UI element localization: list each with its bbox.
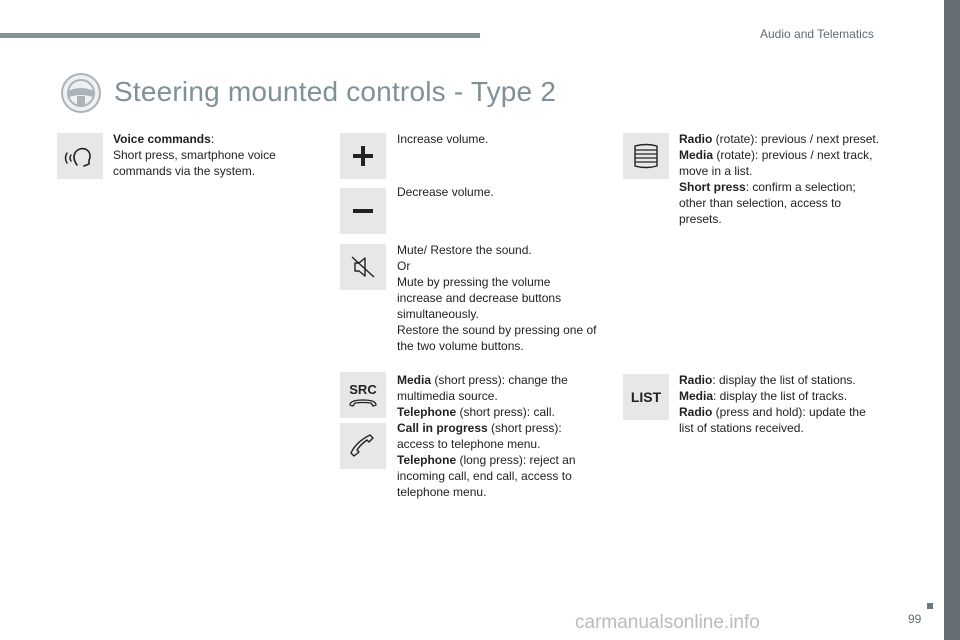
description-line: Mute by pressing the volume — [397, 275, 551, 289]
description-line: Short press, smartphone voice — [113, 148, 276, 162]
voice-command-colon: : — [210, 132, 215, 146]
term: Radio — [679, 405, 713, 419]
mute-description — [397, 242, 612, 354]
voice-command-label: Voice commands — [113, 132, 211, 146]
description-line: Increase volume. — [397, 132, 489, 146]
thumbwheel-description — [679, 131, 894, 227]
term: Radio — [679, 132, 713, 146]
term: Telephone — [397, 405, 457, 419]
description-line: the two volume buttons. — [397, 339, 524, 353]
voice-command-icon — [57, 133, 103, 179]
volume-down-description — [397, 184, 607, 200]
phone-button — [340, 423, 386, 469]
description-line: access to telephone menu. — [397, 437, 541, 451]
list-button — [623, 374, 669, 420]
term: Media — [397, 373, 432, 387]
term: Media — [679, 148, 714, 162]
description-line: Or — [397, 259, 411, 273]
description-line: Restore the sound by pressing one of — [397, 323, 597, 337]
description-line: presets. — [679, 212, 722, 226]
description-line: (short press): change the — [431, 373, 568, 387]
mute-button — [340, 244, 386, 290]
description-line: Decrease volume. — [397, 185, 494, 199]
description-line: (short press): — [487, 421, 562, 435]
volume-down-button — [340, 188, 386, 234]
steering-wheel-icon — [60, 72, 102, 114]
description-line: (long press): reject an — [456, 453, 576, 467]
term: Call in progress — [397, 421, 488, 435]
minus-icon — [340, 188, 386, 234]
list-label: LIST — [630, 389, 662, 405]
description-line: telephone menu. — [397, 485, 487, 499]
src-description — [397, 372, 612, 500]
page-number: 99 — [908, 612, 922, 626]
list-description — [679, 372, 894, 436]
description-line: simultaneously. — [397, 307, 479, 321]
volume-up-description — [397, 131, 607, 147]
description-line: move in a list. — [679, 164, 753, 178]
phone-icon — [340, 423, 386, 469]
description-line: commands via the system. — [113, 164, 256, 178]
description-line: (short press): call. — [456, 405, 555, 419]
description-line: : confirm a selection; — [745, 180, 856, 194]
description-line: increase and decrease buttons — [397, 291, 562, 305]
thumbwheel-icon — [623, 133, 669, 179]
volume-up-button — [340, 133, 386, 179]
description-line: other than selection, access to — [679, 196, 842, 210]
term: Media — [679, 389, 714, 403]
description-line: multimedia source. — [397, 389, 498, 403]
src-label: SRC — [349, 382, 377, 397]
src-phone-icon — [340, 372, 386, 418]
description-line: list of stations received. — [679, 421, 804, 435]
page-title: Steering mounted controls - Type 2 — [114, 76, 557, 107]
end-bullet — [927, 603, 933, 609]
header-accent-bar — [0, 33, 480, 38]
term: Telephone — [397, 453, 457, 467]
section-title: Audio and Telematics — [760, 27, 874, 41]
thumbwheel-button — [623, 133, 669, 179]
term: Short press — [679, 180, 746, 194]
plus-icon — [340, 133, 386, 179]
term: Radio — [679, 373, 713, 387]
description-line: incoming call, end call, access to — [397, 469, 572, 483]
voice-command-description — [113, 131, 313, 179]
description-line: : display the list of stations. — [712, 373, 856, 387]
list-icon — [623, 374, 669, 420]
description-line: (rotate): previous / next track, — [713, 148, 873, 162]
description-line: : display the list of tracks. — [713, 389, 848, 403]
voice-command-button — [57, 133, 103, 179]
description-line: (rotate): previous / next preset. — [712, 132, 880, 146]
page-edge-stripe — [944, 0, 960, 640]
mute-icon — [340, 244, 386, 290]
src-button — [340, 372, 386, 418]
watermark: carmanualsonline.info — [575, 612, 760, 633]
description-line: Mute/ Restore the sound. — [397, 243, 532, 257]
description-line: (press and hold): update the — [712, 405, 866, 419]
